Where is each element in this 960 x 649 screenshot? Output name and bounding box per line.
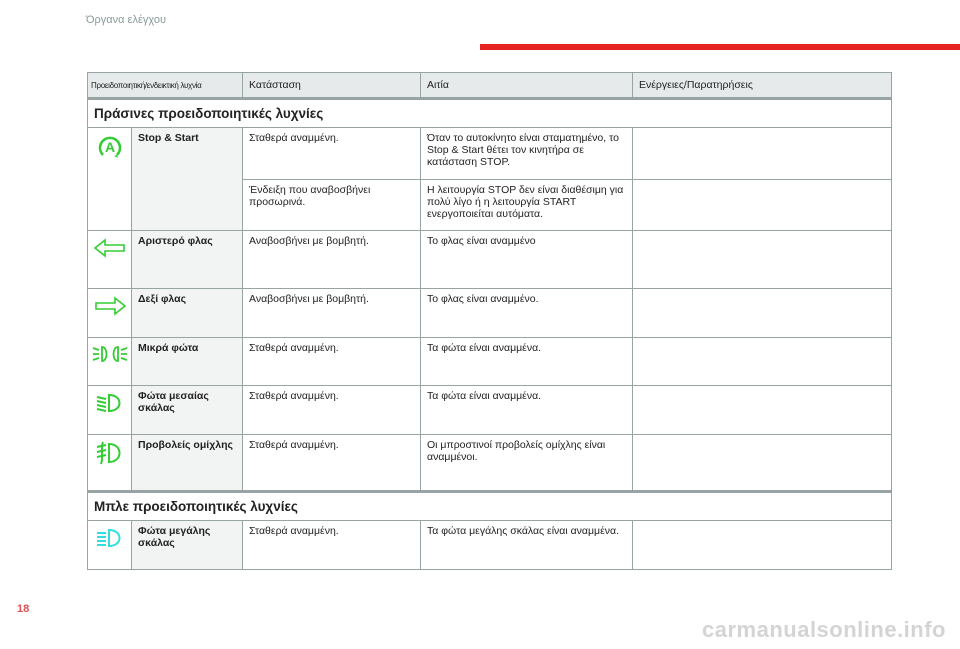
table-row <box>88 128 892 180</box>
lamp-actions <box>633 180 892 231</box>
lamp-state: Σταθερά αναμμένη. <box>243 128 421 180</box>
lamp-state: Αναβοσβήνει με βομβητή. <box>243 289 421 338</box>
lamp-name: Αριστερό φλας <box>132 231 243 289</box>
right-indicator-icon <box>88 289 132 338</box>
lamp-actions <box>633 435 892 492</box>
lamp-name: Δεξί φλας <box>132 289 243 338</box>
stop-start-icon <box>88 128 132 231</box>
lamp-cause: Η λειτουργία STOP δεν είναι διαθέσιμη για πολύ λίγο ή η λειτουργία START ενεργοποιείται αυτόματα. <box>421 180 633 231</box>
dipped-beam-icon <box>88 386 132 435</box>
watermark: carmanualsonline.info <box>702 617 946 642</box>
lamp-name: Προβολείς ομίχλης <box>132 435 243 492</box>
column-header: Αιτία <box>421 73 633 99</box>
lamp-cause: Τα φώτα είναι αναμμένα. <box>421 338 633 386</box>
lamp-cause: Το φλας είναι αναμμένο. <box>421 289 633 338</box>
lamp-name: Stop & Start <box>132 128 243 231</box>
lamp-state: Σταθερά αναμμένη. <box>243 435 421 492</box>
lamp-actions <box>633 386 892 435</box>
lamp-cause: Το φλας είναι αναμμένο <box>421 231 633 289</box>
table-row <box>88 231 892 289</box>
table-row <box>88 338 892 386</box>
lamp-state: Σταθερά αναμμένη. <box>243 338 421 386</box>
lamp-actions <box>633 128 892 180</box>
lamp-actions <box>633 521 892 570</box>
accent-bar <box>480 44 960 50</box>
lamp-state: Ένδειξη που αναβοσβήνει προσωρινά. <box>243 180 421 231</box>
page-number: 18 <box>17 603 30 615</box>
lamp-cause: Τα φώτα είναι αναμμένα. <box>421 386 633 435</box>
warning-lights-table <box>87 72 892 570</box>
lamp-state: Σταθερά αναμμένη. <box>243 521 421 570</box>
lamp-actions <box>633 231 892 289</box>
table-header <box>88 73 892 99</box>
section-heading: Πράσινες προειδοποιητικές λυχνίες <box>88 99 892 128</box>
lamp-name: Φώτα μεγάλης σκάλας <box>132 521 243 570</box>
column-header: Ενέργειες/Παρατηρήσεις <box>633 73 892 99</box>
lamp-name: Φώτα μεσαίας σκάλας <box>132 386 243 435</box>
sidelights-icon <box>88 338 132 386</box>
lamp-cause: Οι μπροστινοί προβολείς ομίχλης είναι αναμμένοι. <box>421 435 633 492</box>
svg-text:A: A <box>104 139 115 155</box>
lamp-actions <box>633 338 892 386</box>
lamp-cause: Τα φώτα μεγάλης σκάλας είναι αναμμένα. <box>421 521 633 570</box>
lamp-cause: Όταν το αυτοκίνητο είναι σταματημένο, το Stop & Start θέτει τον κινητήρα σε κατάσταση STOP. <box>421 128 633 180</box>
table-row <box>88 435 892 492</box>
lamp-name: Μικρά φώτα <box>132 338 243 386</box>
section-title: Όργανα ελέγχου <box>86 14 166 26</box>
column-header: Κατάσταση <box>243 73 421 99</box>
table-row <box>88 386 892 435</box>
column-header: Προειδοποιητική/ενδεικτική λυχνία <box>88 73 243 99</box>
table-row <box>88 521 892 570</box>
front-fog-icon <box>88 435 132 492</box>
left-indicator-icon <box>88 231 132 289</box>
lamp-actions <box>633 289 892 338</box>
lamp-state: Αναβοσβήνει με βομβητή. <box>243 231 421 289</box>
table-row <box>88 289 892 338</box>
section-heading: Μπλε προειδοποιητικές λυχνίες <box>88 492 892 521</box>
lamp-state: Σταθερά αναμμένη. <box>243 386 421 435</box>
main-beam-icon <box>88 521 132 570</box>
